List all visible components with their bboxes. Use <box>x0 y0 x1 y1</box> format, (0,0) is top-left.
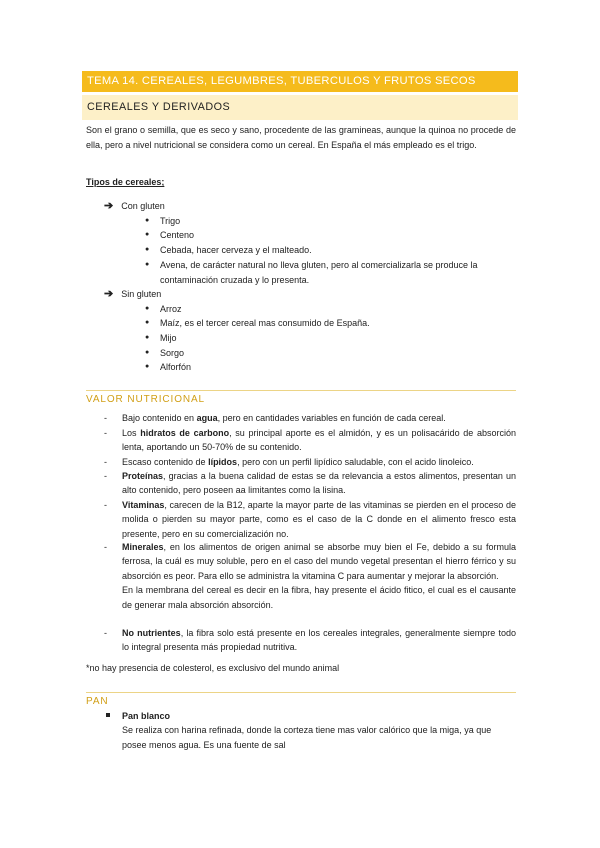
bullet-icon: ● <box>145 305 150 312</box>
sin-gluten-item <box>104 287 161 301</box>
list-item: ● Centeno <box>145 228 517 243</box>
list-item: - Los hidratos de carbono, su principal aporte es el almidón, y es un polisacárido de absorción lenta, aportando un 50-70% de su contenido. <box>104 428 516 453</box>
list-item: ● Alforfón <box>145 360 517 375</box>
bullet-icon: ● <box>145 334 150 341</box>
section-title-cereales: CEREALES Y DERIVADOS <box>82 95 518 120</box>
pan-item-label: Pan blanco <box>122 711 171 721</box>
list-item: - Proteínas, gracias a la buena calidad de estas se da relevancia a estos alimentos, presentan un alto contenido, pero poseen aa limitantes como la lisina. <box>104 471 516 496</box>
list-item: - Escaso contenido de lípidos, pero con un perfil lipídico saludable, con el acido linoleico. <box>104 457 474 467</box>
bullet-icon: ● <box>145 217 150 224</box>
list-item: ● Mijo <box>145 331 517 346</box>
pan-item-text: Se realiza con harina refinada, donde la corteza tiene mas valor calórico que la miga, ya que posee menos agua. Es una fuente de sal <box>122 725 492 750</box>
con-gluten-label: Con gluten <box>121 201 165 211</box>
bullet-icon: ● <box>145 246 150 253</box>
list-item: - No nutrientes, la fibra solo está presente en los cereales integrales, generalmente siempre todo lo integral presenta más propiedad nutritiva. <box>104 628 516 653</box>
list-item: ● Maíz, es el tercer cereal mas consumido de España. <box>145 316 517 331</box>
list-item: ● Arroz <box>145 302 517 317</box>
bullet-icon: ● <box>145 231 150 238</box>
section-heading-valor: VALOR NUTRICIONAL <box>86 394 206 405</box>
tipos-label: Tipos de cereales; <box>86 177 165 187</box>
section-divider <box>86 692 516 693</box>
list-item: - Bajo contenido en agua, pero en cantidades variables en función de cada cereal. <box>104 413 446 423</box>
list-item: ● Sorgo <box>145 346 517 361</box>
main-title: TEMA 14. CEREALES, LEGUMBRES, TUBERCULOS Y FRUTOS SECOS <box>82 71 518 92</box>
sin-gluten-label: Sin gluten <box>121 289 162 299</box>
list-item: ● Trigo <box>145 214 517 229</box>
bullet-icon: ● <box>145 261 150 268</box>
list-item: - Minerales, en los alimentos de origen animal se absorbe muy bien el Fe, debido a su formula ferrosa, la cuál es muy soluble, pero en el caso del mundo vegetal presentan el hierro férrico y su absorción es peor. Para ello se administra la vitamina C para aumentar y mejorar la absorción. En la membrana del cereal es decir en la fibra, hay presente el ácido fitico, el cual es el causante de generar mala absorción absorción. <box>104 542 516 610</box>
arrow-right-icon: ➔ <box>104 200 114 212</box>
intro-paragraph: Son el grano o semilla, que es seco y sano, procedente de las gramineas, aunque la quinoa no procede de ella, pero a nivel nutricional se considera como un cereal. En España el más empleado es el trigo. <box>86 125 516 150</box>
arrow-right-icon: ➔ <box>104 288 114 300</box>
bullet-icon: ● <box>145 349 150 356</box>
section-divider <box>86 390 516 391</box>
list-item <box>104 709 516 752</box>
con-gluten-item <box>104 199 165 213</box>
list-item: - Vitaminas, carecen de la B12, aparte la mayor parte de las vitaminas se pierden en el proceso de molida o pierden su mayor parte, como es el caso de la C donde en el alimento fresco esta presente, pero en su comercialización no. <box>104 500 516 539</box>
bullet-icon: ● <box>145 319 150 326</box>
square-bullet-icon <box>106 713 110 717</box>
list-item: ● Avena, de carácter natural no lleva gluten, pero al comercializarla se produce la contaminación cruzada y lo presenta. <box>145 260 478 285</box>
list-item: ● Cebada, hacer cerveza y el malteado. <box>145 243 517 258</box>
bullet-icon: ● <box>145 363 150 370</box>
section-heading-pan: PAN <box>86 696 109 707</box>
note-text: *no hay presencia de colesterol, es exclusivo del mundo animal <box>86 663 340 673</box>
